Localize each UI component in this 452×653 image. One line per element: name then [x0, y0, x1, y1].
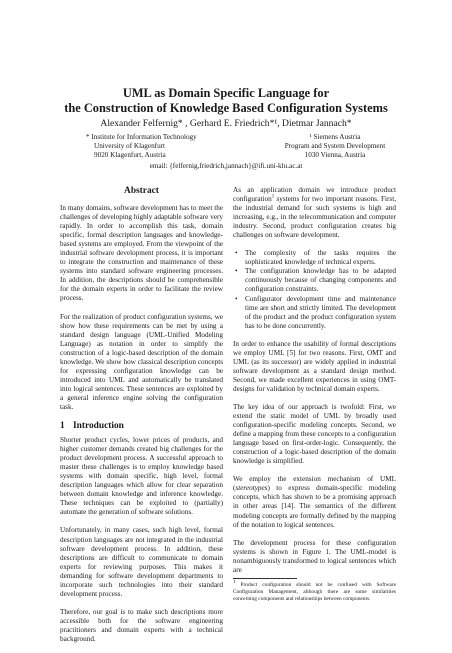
author-email: email: {felfernig,friedrich,jannach}@ifi.uni-klu.ac.at: [149, 162, 303, 170]
list-item: [233, 267, 396, 294]
introduction-paragraph: Shorter product cycles, lower prices of products, and higher customer demands created big challenges for the product development process. A successful approach to master these challenges is to employ knowledge based systems with domain specific, high level, formal description languages which allow for clear separation between domain knowledge and inference knowledge. These techniques can be exploited to (partially) automate the generation of software solutions.: [60, 436, 223, 517]
list-item-text: The complexity of the tasks requires the sophisticated knowledge of technical experts.: [245, 249, 396, 267]
affiliation-line: University of Klagenfurt: [94, 142, 166, 151]
affiliation-line: * Institute for Information Technology: [86, 133, 197, 141]
affiliation-klagenfurt: [86, 133, 197, 161]
footnote: [233, 582, 396, 603]
bullet-icon: •: [235, 267, 238, 276]
paper-title-line-2: the Construction of Knowledge Based Configuration Systems: [64, 101, 388, 115]
list-item-text: The configuration knowledge has to be adapted continuously because of changing components and configuration constraints.: [245, 267, 396, 294]
abstract-paragraph: For the realization of product configuration systems, we show how these requirements can be met by using a standard design language (UML-Unified Modeling Language) as notation in order to simplify the construction of a logic-based description of the domain knowledge. We show how classical description concepts for expressing configuration knowledge can be introduced into UML and automatically be translated into logical sentences. These sentences are exploited by a general inference engine solving the configuration task.: [60, 312, 223, 411]
text-run: systems for two important reasons. First, the industrial demand for such systems is high and increasing, e.g., in the telecommunication and computer industry. Second, product configuration creates big challenges on software development.: [233, 195, 396, 240]
body-paragraph: The key idea of our approach is twofold: First, we extend the static model of UML by broadly used configuration-specific modeling concepts. Second, we define a mapping from these concepts to a configuration language based on first-order-logic. Consequently, the construction of a logic-based description of the domain knowledge is simplified.: [233, 402, 396, 466]
introduction-paragraph: Unfortunately, in many cases, such high level, formal description languages are not integrated in the industrial software development process. In addition, these descriptions are difficult to communicate to domain experts for reviewing purposes. This makes it demanding for software development departments to incorporate such technologies into their standard development process.: [60, 526, 223, 598]
list-item: [233, 295, 396, 331]
text-run: ) to express domain-specific modeling concepts, which has shown to be a promising approach in other areas [14]. The semantics of the different modeling concepts are formally defined by the mapping of the notation to logical sentences.: [233, 484, 396, 529]
affiliation-line: Program and System Development: [284, 142, 386, 151]
list-item: [233, 249, 396, 267]
abstract-paragraph: In many domains, software development has to meet the challenges of developing highly adaptable software very rapidly. In order to accomplish this task, domain specific, formal description languages and knowledge-based systems are employed. From the viewpoint of the industrial software development process, it is important to integrate the construction and maintenance of these systems into standard software engineering processes. In addition, the descriptions should be comprehensible for the domain experts in order to facilitate the review process.: [60, 204, 223, 303]
list-item-text: Configurator development time and maintenance time are short and strictly limited. The development of the product and the product configuration system has to be done concurrently.: [245, 294, 396, 330]
right-column: [233, 186, 396, 584]
section-title: Introduction: [73, 421, 124, 432]
body-paragraph: In order to enhance the usability of formal descriptions we employ UML [5] for two reasons. First, OMT and UML (as its successor) are widely applied in industrial software development as a standard design method. Second, we made excellent experiences in using OMT-designs for validation by technical domain experts.: [233, 339, 396, 393]
introduction-paragraph: Therefore, our goal is to make such descriptions more accessible both for the software engineering practitioners and domain experts with a technical background.: [60, 607, 223, 643]
footnote-marker: 1: [271, 194, 275, 200]
affiliation-line: 9020 Klagenfurt, Austria: [94, 151, 166, 160]
footnote-divider: [233, 578, 297, 579]
paper-title-line-1: UML as Domain Specific Language for: [122, 86, 330, 100]
bullet-icon: •: [235, 294, 238, 303]
emphasis-text: stereotypes: [235, 484, 268, 493]
body-paragraph: [233, 475, 396, 529]
abstract-heading: Abstract: [124, 186, 159, 196]
left-column: [60, 186, 223, 653]
text-run: We employ the extension mechanism of UML (: [233, 475, 396, 493]
author-list: Alexander Felfernig* , Gerhard E. Friedrich*¹, Dietmar Jannach*: [100, 118, 352, 129]
footnote-text: Product configuration should not be confused with Software Configuration Management, although there are some similarities concerning components and relationships between components.: [233, 582, 396, 602]
affiliation-line: 1030 Vienna, Austria: [304, 151, 366, 160]
challenge-list: [233, 249, 396, 330]
affiliation-line: ¹ Siemens Austria: [309, 133, 361, 141]
section-number: 1: [60, 421, 65, 432]
body-paragraph: The development process for these configuration systems is shown in Figure 1. The UML-model is nonambiguously transformed to logical sentences which are: [233, 538, 396, 574]
footnote-marker: 1: [233, 580, 236, 586]
section-heading-introduction: [60, 421, 223, 432]
text-run: As an application domain we introduce product configuration: [233, 186, 396, 204]
body-paragraph: [233, 186, 396, 240]
affiliation-siemens: [279, 133, 391, 161]
bullet-icon: •: [235, 249, 238, 258]
